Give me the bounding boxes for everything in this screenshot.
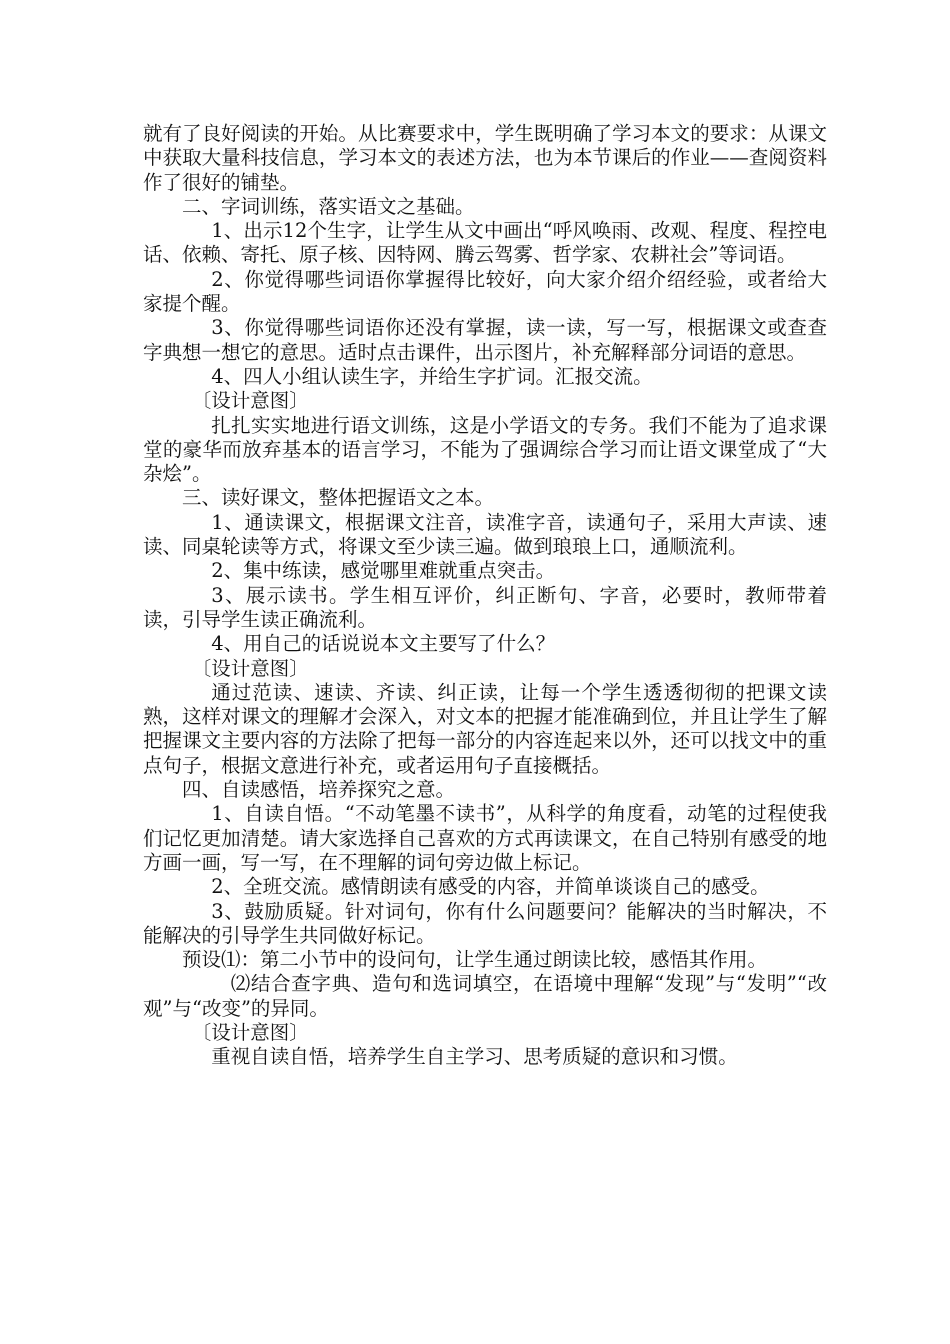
preset-item: 预设⑴：第二小节中的设问句，让学生通过朗读比较，感悟其作用。 [182,948,768,972]
list-item: 1、出示12个生字，让学生从文中画出“呼风唤雨、改观、程度、程控电话、依赖、寄托、原子核、因特网、腾云驾雾、哲学家、农耕社会”等词语。 [143,219,827,267]
list-item: 1、自读自悟。“不动笔墨不读书”，从科学的角度看，动笔的过程使我们记忆更加清楚。请大家选择自己喜欢的方式再读课文，在自己特别有感受的地方画一画，写一写，在不理解的词句旁边做上标记。 [143,802,827,874]
design-intent-text: 重视自读自悟，培养学生自主学习、思考质疑的意识和习惯。 [211,1045,738,1069]
paragraph-intro-continuation: 就有了良好阅读的开始。从比赛要求中，学生既明确了学习本文的要求：从课文中获取大量科技信息，学习本文的表述方法，也为本节课后的作业——查阅资料作了很好的铺垫。 [143,122,827,194]
design-intent-text: 扎扎实实地进行语文训练，这是小学语文的专务。我们不能为了追求课堂的豪华而放弃基本的语言学习，不能为了强调综合学习而让语文课堂成了“大杂烩”。 [143,413,827,486]
section-heading-3: 三、读好课文，整体把握语文之本。 [182,486,495,510]
preset-item: ⑵结合查字典、造句和选词填空，在语境中理解“发现”与“发明”“改观”与“改变”的异同。 [143,972,827,1020]
list-item: 4、用自己的话说说本文主要写了什么？ [211,632,556,656]
section-heading-4: 四、自读感悟，培养探究之意。 [182,778,456,802]
design-intent-label: 〔设计意图〕 [191,656,309,680]
document-page [143,122,827,1070]
list-item: 2、集中练读，感觉哪里难就重点突击。 [211,559,556,583]
design-intent-label: 〔设计意图〕 [191,1020,309,1044]
list-item: 4、四人小组认读生字，并给生字扩词。汇报交流。 [211,364,653,388]
design-intent-label: 〔设计意图〕 [191,389,309,413]
section-heading-2: 二、字词训练，落实语文之基础。 [182,194,475,218]
list-item: 1、通读课文，根据课文注音，读准字音，读通句子，采用大声读、速读、同桌轮读等方式，将课文至少读三遍。做到琅琅上口，通顺流利。 [143,510,827,559]
list-item: 3、你觉得哪些词语你还没有掌握，读一读，写一写，根据课文或查查字典想一想它的意思。适时点击课件，出示图片，补充解释部分词语的意思。 [143,316,827,364]
design-intent-text: 通过范读、速读、齐读、纠正读，让每一个学生透透彻彻的把课文读熟，这样对课文的理解才会深入，对文本的把握才能准确到位，并且让学生了解把握课文主要内容的方法除了把每一部分的内容连起来以外，还可以找文中的重点句子，根据文意进行补充，或者运用句子直接概括。 [143,680,827,777]
list-item: 2、你觉得哪些词语你掌握得比较好，向大家介绍介绍经验，或者给大家提个醒。 [143,267,827,316]
list-item: 2、全班交流。感情朗读有感受的内容，并简单谈谈自己的感受。 [211,875,770,899]
list-item: 3、展示读书。学生相互评价，纠正断句、字音，必要时，教师带着读，引导学生读正确流利。 [143,583,827,631]
list-item: 3、鼓励质疑。针对词句，你有什么问题要问？能解决的当时解决，不能解决的引导学生共同做好标记。 [143,899,827,947]
